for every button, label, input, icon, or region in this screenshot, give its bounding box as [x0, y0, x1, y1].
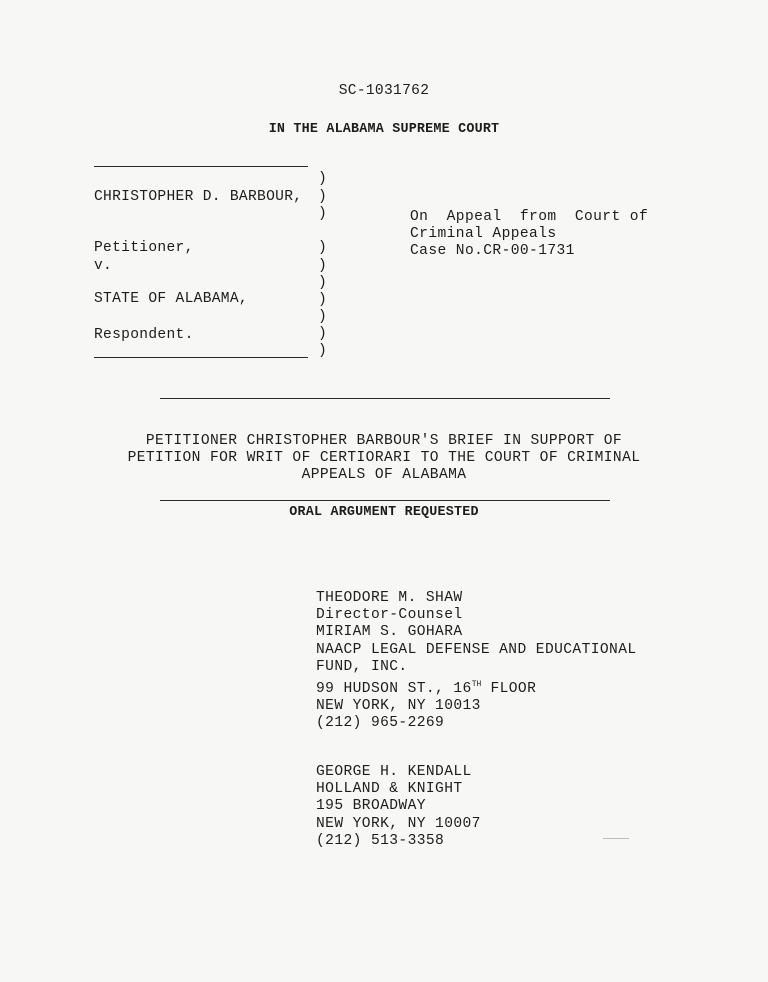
- brief-title-line: APPEALS OF ALABAMA: [301, 467, 467, 484]
- counsel-name: MIRIAM S. GOHARA: [316, 624, 463, 641]
- caption-paren: ): [318, 343, 328, 359]
- appeal-info-line: Criminal Appeals: [410, 226, 557, 243]
- ordinal-suffix: TH: [471, 680, 482, 690]
- title-bottom-rule: [160, 500, 610, 501]
- caption-paren: ): [318, 206, 328, 222]
- counsel-name: GEORGE H. KENDALL: [316, 764, 472, 780]
- oral-argument-notice: ORAL ARGUMENT REQUESTED: [289, 505, 479, 520]
- counsel-name: THEODORE M. SHAW: [316, 590, 463, 606]
- brief-title-line: PETITION FOR WRIT OF CERTIORARI TO THE COURT OF CRIMINAL: [127, 450, 641, 467]
- petitioner-name: CHRISTOPHER D. BARBOUR,: [94, 189, 303, 205]
- counsel-address: [316, 676, 637, 698]
- counsel-city: NEW YORK, NY 10007: [316, 815, 481, 832]
- petitioner-role: Petitioner,: [94, 240, 194, 256]
- counsel-org: FUND, INC.: [316, 658, 408, 675]
- counsel-org: NAACP LEGAL DEFENSE AND EDUCATIONAL: [316, 641, 637, 658]
- brief-title: [0, 433, 768, 485]
- title-top-rule: [160, 398, 610, 399]
- caption-paren: ): [318, 258, 328, 274]
- counsel-phone: (212) 965-2269: [316, 715, 445, 732]
- counsel-block-1: [316, 590, 637, 733]
- appeal-info-line: On Appeal from Court of: [410, 209, 649, 225]
- counsel-firm: HOLLAND & KNIGHT: [316, 781, 463, 798]
- court-name: IN THE ALABAMA SUPREME COURT: [268, 122, 500, 137]
- brief-title-line: PETITIONER CHRISTOPHER BARBOUR'S BRIEF IN SUPPORT OF: [145, 433, 623, 449]
- appeal-info-line: Case No.CR-00-1731: [410, 243, 575, 260]
- address-text: FLOOR: [481, 681, 537, 698]
- docket-number: SC-1031762: [338, 83, 430, 99]
- caption-paren: ): [318, 275, 328, 291]
- respondent-role: Respondent.: [94, 327, 194, 343]
- counsel-address: 195 BROADWAY: [316, 798, 426, 815]
- caption-bottom-rule: [94, 357, 308, 358]
- caption-paren: ): [318, 240, 328, 256]
- appeal-info: [410, 209, 648, 261]
- address-text: 99 HUDSON ST., 16: [316, 681, 472, 698]
- caption-paren: ): [318, 171, 328, 187]
- caption-paren: ): [318, 326, 328, 342]
- counsel-title: Director-Counsel: [316, 607, 463, 624]
- counsel-city: NEW YORK, NY 10013: [316, 698, 481, 715]
- counsel-phone: (212) 513-3358: [316, 832, 445, 849]
- caption-paren: ): [318, 292, 328, 308]
- caption-paren: ): [318, 309, 328, 325]
- scan-mark: [603, 838, 629, 839]
- versus-label: v.: [94, 258, 113, 274]
- counsel-block-2: [316, 764, 481, 850]
- caption-top-rule: [94, 166, 308, 167]
- caption-paren: ): [318, 189, 328, 205]
- respondent-name: STATE OF ALABAMA,: [94, 291, 248, 307]
